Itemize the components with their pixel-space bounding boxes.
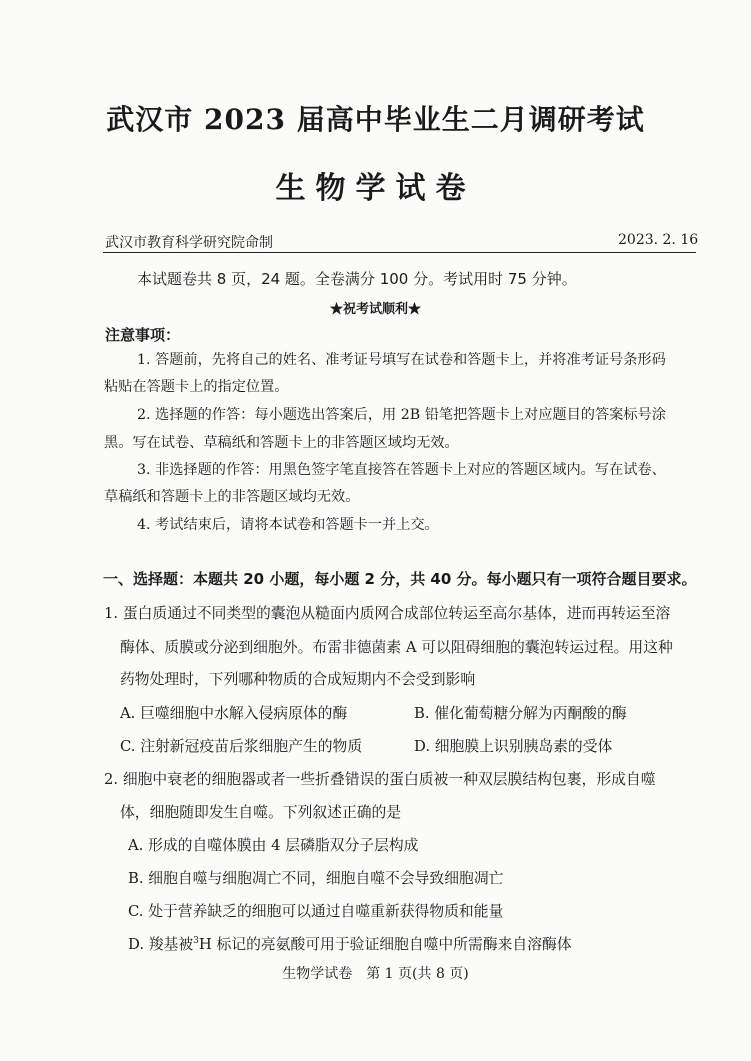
q2-option-c: C. 处于营养缺乏的细胞可以通过自噬重新获得物质和能量 (128, 903, 504, 920)
header-divider (103, 252, 696, 253)
note-2-line-2: 黑。写在试卷、草稿纸和答题卡上的非答题区域均无效。 (104, 435, 459, 451)
paper-subtitle: 生物学试卷 (275, 171, 476, 206)
note-4: 4. 考试结束后，请将本试卷和答题卡一并上交。 (137, 517, 439, 533)
note-3-line-1: 3. 非选择题的作答：用黑色签字笔直接答在答题卡上对应的答题区域内。写在试卷、 (137, 462, 666, 478)
issuer-text: 武汉市教育科学研究院命制 (105, 235, 273, 251)
q2-stem-line-2: 体，细胞随即发生自噬。下列叙述正确的是 (120, 804, 402, 821)
q2-option-d-prefix: D. 羧基被 (128, 936, 194, 953)
note-1-line-2: 粘贴在答题卡上的指定位置。 (104, 379, 289, 395)
q2-option-d-suffix: H 标记的亮氨酸可用于验证细胞自噬中所需酶来自溶酶体 (198, 936, 572, 953)
q1-option-a: A. 巨噬细胞中水解入侵病原体的酶 (120, 705, 348, 722)
q1-stem-line-2: 酶体、质膜或分泌到细胞外。布雷非德菌素 A 可以阻碍细胞的囊泡转运过程。用这种 (120, 639, 673, 656)
q1-option-d: D. 细胞膜上识别胰岛素的受体 (414, 738, 613, 755)
good-luck-banner: ★祝考试顺利★ (329, 302, 421, 317)
exam-date: 2023. 2. 16 (618, 232, 699, 248)
q2-stem-line-1: 2. 细胞中衰老的细胞器或者一些折叠错误的蛋白质被一种双层膜结构包裹，形成自噬 (104, 771, 656, 788)
note-2-line-1: 2. 选择题的作答：每小题选出答案后，用 2B 铅笔把答题卡上对应题目的答案标号涂 (137, 407, 666, 423)
note-3-line-2: 草稿纸和答题卡上的非答题区域均无效。 (104, 489, 360, 505)
q2-option-d-superscript: 3 (193, 936, 199, 947)
q1-option-c: C. 注射新冠疫苗后浆细胞产生的物质 (120, 738, 363, 755)
paper-intro: 本试题卷共 8 页，24 题。全卷满分 100 分。考试用时 75 分钟。 (137, 270, 577, 288)
exam-title: 武汉市 2023 届高中毕业生二月调研考试 (106, 103, 645, 136)
q2-option-b: B. 细胞自噬与细胞凋亡不同，细胞自噬不会导致细胞凋亡 (128, 870, 504, 887)
q1-stem-line-3: 药物处理时，下列哪种物质的合成短期内不会受到影响 (120, 671, 476, 688)
q1-option-b: B. 催化葡萄糖分解为丙酮酸的酶 (414, 705, 627, 722)
q2-option-d (128, 933, 572, 954)
q2-option-a: A. 形成的自噬体膜由 4 层磷脂双分子层构成 (128, 837, 419, 854)
page-footer: 生物学试卷 第 1 页(共 8 页) (282, 966, 469, 982)
notes-heading: 注意事项： (105, 326, 181, 344)
note-1-line-1: 1. 答题前，先将自己的姓名、准考证号填写在试卷和答题卡上，并将准考证号条形码 (137, 352, 666, 368)
section-heading: 一、选择题：本题共 20 小题，每小题 2 分，共 40 分。每小题只有一项符合题目要求。 (103, 570, 697, 588)
q1-stem-line-1: 1. 蛋白质通过不同类型的囊泡从糙面内质网合成部位转运至高尔基体，进而再转运至溶 (104, 605, 671, 622)
